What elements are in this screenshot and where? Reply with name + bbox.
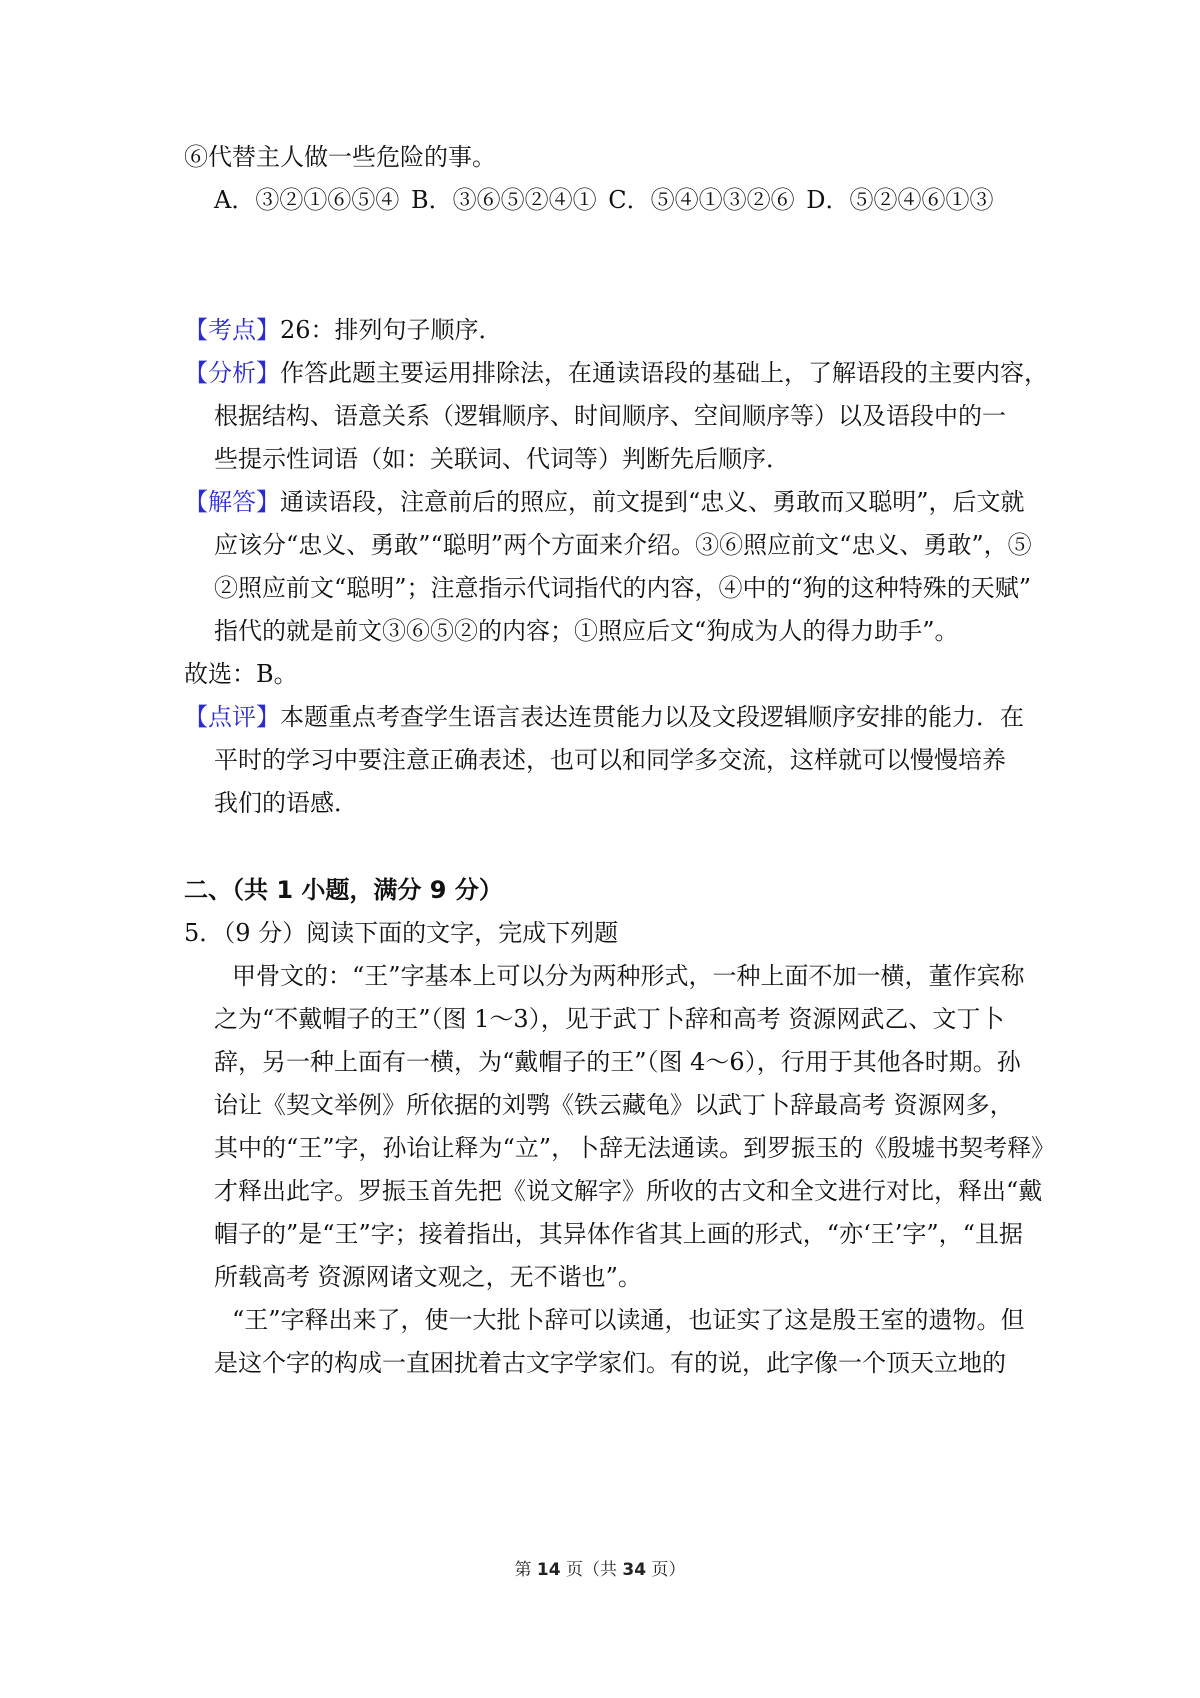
q4-item-6: ⑥代替主人做一些危险的事。 [184, 143, 496, 171]
question-5-title: 5．（9 分）阅读下面的文字，完成下列题 [184, 919, 619, 947]
fenxi-line-1: 【分析】作答此题主要运用排除法，在通读语段的基础上，了解语段的主要内容， [184, 359, 1048, 387]
fenxi-tag: 【分析】 [184, 359, 280, 387]
jieda-line-3: ②照应前文“聪明”；注意指示代词指代的内容，④中的“狗的这种特殊的天赋” [214, 574, 1032, 602]
jieda-line-2: 应该分“忠义、勇敢”“聪明”两个方面来介绍。③⑥照应前文“忠义、勇敢”，⑤ [214, 531, 1032, 559]
para1-line-5: 其中的“王”字，孙诒让释为“立”，卜辞无法通读。到罗振玉的《殷墟书契考释》 [214, 1134, 1056, 1162]
para1-line-1: 甲骨文的：“王”字基本上可以分为两种形式，一种上面不加一横，董作宾称 [232, 962, 1025, 990]
dianping-line-1: 【点评】本题重点考查学生语言表达连贯能力以及文段逻辑顺序安排的能力．在 [184, 703, 1024, 731]
jieda-line-1: 【解答】通读语段，注意前后的照应，前文提到“忠义、勇敢而又聪明”，后文就 [184, 488, 1025, 516]
page-number: 14 [536, 1560, 561, 1580]
jieda-line-4: 指代的就是前文③⑥⑤②的内容；①照应后文“狗成为人的得力助手”。 [214, 617, 959, 645]
para1-line-8: 所载高考 资源网诸文观之，无不谐也”。 [214, 1263, 642, 1291]
page-total: 34 [622, 1560, 647, 1580]
dianping-line-2: 平时的学习中要注意正确表述，也可以和同学多交流，这样就可以慢慢培养 [214, 746, 1006, 774]
section-heading: 二、（共 1 小题，满分 9 分） [184, 876, 503, 904]
kaodian-tag: 【考点】 [184, 316, 280, 344]
fenxi-line-2: 根据结构、语意关系（逻辑顺序、时间顺序、空间顺序等）以及语段中的一 [214, 402, 1006, 430]
answer-line: 故选：B。 [184, 660, 298, 688]
kaodian-line [184, 314, 503, 346]
page-footer: 第 14 页（共 34 页） [514, 1560, 686, 1580]
q4-options: A．③②①⑥⑤④ B．③⑥⑤②④① C．⑤④①③②⑥ D．⑤②④⑥①③ [214, 186, 994, 214]
dianping-tag: 【点评】 [184, 703, 280, 731]
para1-line-7: 帽子的”是“王”字；接着指出，其异体作省其上画的形式，“亦‘王’字”，“且据 [214, 1220, 1023, 1248]
para2-line-1: “王”字释出来了，使一大批卜辞可以读通，也证实了这是殷王室的遗物。但 [232, 1306, 1025, 1334]
para1-line-3: 辞，另一种上面有一横，为“戴帽子的王”（图 4～6），行用于其他各时期。孙 [214, 1048, 1021, 1076]
kaodian-text: 26：排列句子顺序． [280, 316, 503, 344]
fenxi-line-3: 些提示性词语（如：关联词、代词等）判断先后顺序． [214, 445, 790, 473]
para1-line-2: 之为“不戴帽子的王”（图 1～3），见于武丁卜辞和高考 资源网武乙、文丁卜 [214, 1005, 1005, 1033]
dianping-line-3: 我们的语感． [214, 789, 358, 817]
jieda-tag: 【解答】 [184, 488, 280, 516]
para2-line-2: 是这个字的构成一直困扰着古文字学家们。有的说，此字像一个顶天立地的 [214, 1349, 1006, 1377]
para1-line-4: 诒让《契文举例》所依据的刘鹗《铁云藏龟》以武丁卜辞最高考 资源网多， [214, 1091, 1014, 1119]
para1-line-6: 才释出此字。罗振玉首先把《说文解字》所收的古文和全文进行对比，释出“戴 [214, 1177, 1043, 1205]
